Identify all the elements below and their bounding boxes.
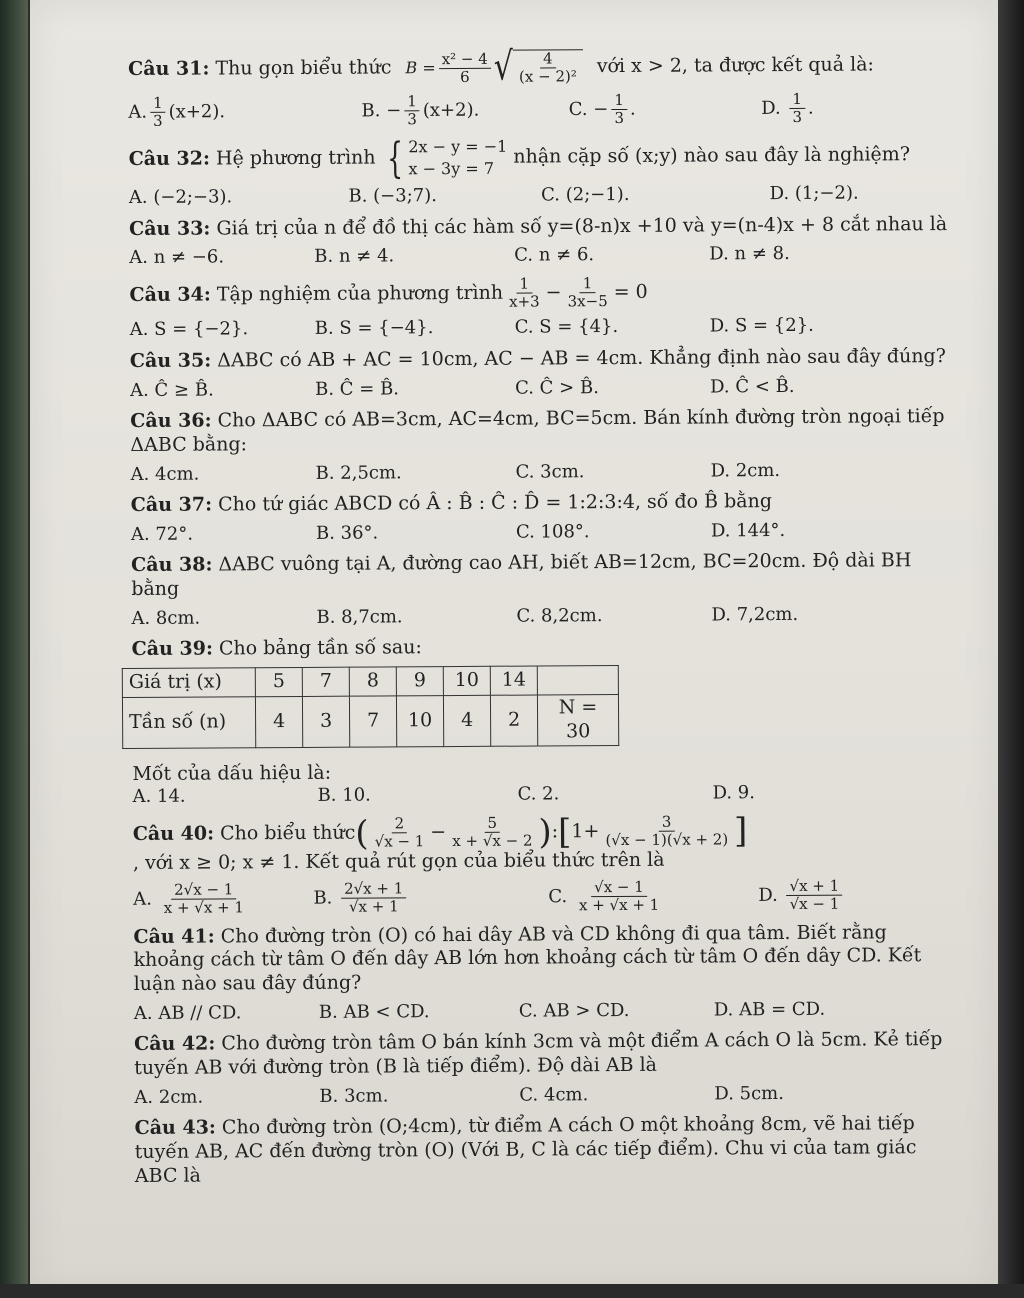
table-cell-empty (537, 666, 618, 695)
table-header-cell: Giá trị (x) (122, 668, 255, 698)
options (129, 242, 949, 270)
option-c[interactable]: C. − $\frac{1}{3}$ . (568, 90, 636, 127)
option-c[interactable]: C. 8,2cm. (516, 605, 603, 627)
option-a[interactable]: A. 72°. (130, 523, 194, 545)
question-text: Cho tứ giác ABCD có Â : B̂ : Ĉ : D̂ = 1:2:3:4, số đo B̂ bằng (218, 490, 773, 516)
option-c[interactable]: C. 3cm. (515, 460, 585, 483)
question-41 (133, 921, 954, 1026)
option-a[interactable]: A. $\frac{2√x - 1}{x + √x + 1}$ (133, 880, 244, 918)
option-a[interactable]: A. n ≠ −6. (129, 246, 225, 269)
option-c[interactable]: C. AB > CD. (518, 999, 630, 1022)
options (129, 182, 949, 210)
question-label: Câu 42: (133, 1032, 216, 1056)
table-total-cell: N = 30 (537, 695, 618, 746)
background-bottom-edge (0, 1284, 1024, 1298)
options (133, 877, 953, 918)
question-label: Câu 39: (131, 637, 214, 661)
paper-sheet (30, 0, 998, 1298)
option-a[interactable]: A. (−2;−3). (128, 186, 233, 209)
option-a[interactable]: A. AB // CD. (133, 1002, 242, 1024)
options (134, 1082, 954, 1110)
question-36 (130, 405, 950, 486)
option-b[interactable]: B. 10. (317, 784, 371, 807)
question-text: Cho đường tròn (O) có hai dây AB và CD không đi qua tâm. Biết rằng khoảng cách từ tâm O đến dây AB lớn hơn khoảng cách từ tâm O đến dây CD. Kết luận nào sau đây đúng? (133, 921, 922, 996)
table-cell: 7 (302, 667, 349, 696)
equals-zero: = 0 (613, 280, 648, 303)
table-header-cell: Tần số (n) (122, 697, 255, 748)
option-c[interactable]: C. $\frac{√x - 1}{x + √x + 1}$ (548, 878, 660, 915)
question-text: Tập nghiệm của phương trình (216, 281, 504, 306)
frequency-table (122, 665, 619, 749)
background-left-edge (0, 0, 28, 1298)
option-b[interactable]: B. − $\frac{1}{3}$ (x+2). (361, 91, 480, 129)
option-a[interactable]: A. 8cm. (131, 607, 201, 629)
question-43 (135, 1112, 955, 1188)
question-label: Câu 36: (130, 409, 212, 433)
options (131, 603, 951, 631)
question-31 (128, 44, 948, 130)
table-cell: 4 (255, 697, 302, 748)
table-cell: 10 (443, 666, 490, 695)
option-d[interactable]: D. (1;−2). (769, 182, 859, 205)
option-d[interactable]: D. n ≠ 8. (709, 243, 790, 265)
table-cell: 10 (396, 696, 443, 747)
option-a[interactable]: A. $\frac{1}{3}$ (x+2). (128, 93, 226, 130)
question-33 (129, 213, 949, 270)
option-b[interactable]: B. S = {−4}. (314, 317, 434, 340)
table-cell: 4 (443, 695, 490, 746)
question-text: Thu gọn biểu thức (215, 56, 392, 80)
table-cell: 8 (349, 667, 396, 696)
question-label: Câu 31: (128, 57, 210, 81)
option-d[interactable]: D. Ĉ < B̂. (709, 375, 795, 398)
options (134, 998, 954, 1026)
question-text: Cho biểu thức (220, 821, 356, 845)
options (128, 89, 948, 130)
table-cell: 14 (490, 666, 537, 695)
question-text-suffix: nhận cặp số (x;y) nào sau đây là nghiệm? (513, 142, 911, 168)
question-label: Câu 43: (134, 1116, 216, 1140)
option-c[interactable]: C. 2. (517, 783, 560, 806)
question-text: Cho đường tròn tâm O bán kính 3cm và một điểm A cách O là 5cm. Kẻ tiếp tuyến AB với đường tròn (B là tiếp điểm). Độ dài AB là (134, 1028, 943, 1080)
option-b[interactable]: B. (−3;7). (348, 185, 438, 207)
option-b[interactable]: B. 3cm. (319, 1085, 389, 1107)
question-32 (129, 133, 949, 210)
fraction: $\frac{1}{3x-5}$ (567, 274, 608, 311)
table-cell: 7 (349, 696, 396, 747)
option-c[interactable]: C. 4cm. (519, 1084, 589, 1106)
question-label: Câu 40: (132, 822, 215, 845)
option-d[interactable]: D. 144°. (710, 519, 786, 542)
option-c[interactable]: C. (2;−1). (541, 184, 630, 206)
fraction: $\frac{1}{x+3}$ (509, 274, 540, 311)
question-label: Câu 37: (130, 493, 213, 517)
question-text: Cho bảng tần số sau: (218, 636, 422, 660)
question-label: Câu 33: (129, 217, 211, 240)
question-40: Câu 40: Cho biểu thức ( $\frac{2}{√x - 1}$ − $\frac{5}{x + √x - 2}$ ) : [ 1+ $\frac{3}{(√x - 1)(√x + 2)}$ ] , với x ≥ 0; x ≠ 1. Kết quả rút gọn của biểu thức trên là A. $\frac{2√x - 1}{x + √x + 1}$ B. $\frac{2√x + 1}{√x + 1}$ C. $\frac{√x - 1}{x + √x + 1}$ D. $\frac{√x + 1}{√x - 1}$ (133, 812, 954, 918)
question-34: Câu 34: Tập nghiệm của phương trình $\frac{1}{x+3}$ − $\frac{1}{3x-5}$ = 0 A. S = {−2}. B. S = {−4}. C. S = {4}. D. S = {2}. (129, 273, 949, 342)
question-label: Câu 35: (129, 349, 212, 372)
option-b[interactable]: B. AB < CD. (318, 1001, 430, 1023)
option-b[interactable]: B. $\frac{2√x + 1}{√x + 1}$ (313, 880, 508, 917)
option-a[interactable]: A. 2cm. (134, 1086, 204, 1108)
question-text-suffix: , với x ≥ 0; x ≠ 1. Kết quả rút gọn của biểu thức trên là (132, 849, 665, 875)
question-subtext: Mốt của dấu hiệu là: (132, 761, 332, 785)
option-d[interactable]: D. 7,2cm. (711, 603, 799, 626)
option-b[interactable]: B. 2,5cm. (315, 462, 402, 484)
option-d[interactable]: D. S = {2}. (709, 315, 814, 337)
options (130, 314, 950, 342)
option-a[interactable]: A. Ĉ ≥ B̂. (130, 379, 214, 401)
option-b[interactable]: B. Ĉ = B̂. (314, 378, 400, 400)
table-cell: 5 (255, 668, 302, 697)
question-label: Câu 38: (131, 553, 213, 577)
option-b[interactable]: B. 36°. (315, 522, 379, 544)
table-cell: 3 (302, 696, 349, 747)
option-a[interactable]: A. 4cm. (130, 463, 200, 485)
option-a[interactable]: A. 14. (132, 786, 186, 808)
question-35 (130, 345, 950, 402)
options (130, 375, 950, 403)
option-d[interactable]: D. 2cm. (710, 459, 781, 482)
option-c[interactable]: C. n ≠ 6. (514, 244, 595, 267)
background-right-edge (998, 0, 1024, 1298)
option-d[interactable]: D. 5cm. (714, 1082, 785, 1105)
question-label: Câu 41: (133, 925, 215, 948)
option-d[interactable]: D. 9. (712, 782, 756, 804)
option-a[interactable]: A. S = {−2}. (129, 318, 249, 341)
options (131, 519, 951, 547)
question-38 (131, 549, 951, 630)
question-label: Câu 32: (128, 147, 211, 170)
question-37 (131, 489, 951, 546)
option-b[interactable]: B. 8,7cm. (316, 606, 403, 628)
question-text: ΔABC có AB + AC = 10cm, AC − AB = 4cm. Khẳng định nào sau đây đúng? (217, 344, 946, 372)
square-root: √ $\frac{4}{\text{(x − 2)²}}$ (494, 49, 583, 86)
option-b[interactable]: B. n ≠ 4. (314, 245, 395, 268)
option-c[interactable]: C. S = {4}. (514, 316, 619, 339)
option-c[interactable]: C. Ĉ > B̂. (514, 376, 599, 399)
question-text-suffix: với x > 2, ta được kết quả là: (596, 53, 875, 78)
options (132, 781, 952, 809)
table-row (122, 695, 618, 749)
option-d[interactable]: D. $\frac{1}{3}$ . (761, 89, 814, 126)
question-text: Cho đường tròn (O;4cm), từ điểm A cách O một khoảng 8cm, vẽ hai tiếp tuyến AB, AC đến đường tròn (O) (Với B, C là các tiếp điểm). Chu vi của tam giác ABC là (134, 1112, 917, 1187)
table-cell: 2 (490, 695, 537, 746)
question-text: Cho ΔABC có AB=3cm, AC=4cm, BC=5cm. Bán kính đường tròn ngoại tiếp ΔABC bằng: (130, 405, 945, 456)
table-cell: 9 (396, 667, 443, 696)
question-39 (128, 633, 953, 809)
option-d[interactable]: D. $\frac{√x + 1}{√x - 1}$ (738, 877, 953, 914)
question-text: Giá trị của n để đồ thị các hàm số y=(8-n)x +10 và y=(n-4)x + 8 cắt nhau là (216, 212, 948, 240)
equation-system: { 2x − y = −1 x − 3y = 7 (386, 132, 508, 183)
table-row (122, 666, 618, 698)
question-text: ΔABC vuông tại A, đường cao AH, biết AB=12cm, BC=20cm. Độ dài BH bằng (131, 549, 912, 601)
option-d[interactable]: D. AB = CD. (713, 998, 826, 1021)
fraction: $\frac{\text{x² − 4}}{6}$ (439, 50, 491, 86)
options (131, 459, 951, 487)
option-c[interactable]: C. 108°. (515, 521, 590, 543)
expr-lhs: B = (405, 58, 436, 78)
question-text: Hệ phương trình (215, 146, 376, 170)
question-42 (134, 1028, 954, 1109)
exam-content (128, 44, 955, 1196)
question-label: Câu 34: (129, 283, 211, 306)
